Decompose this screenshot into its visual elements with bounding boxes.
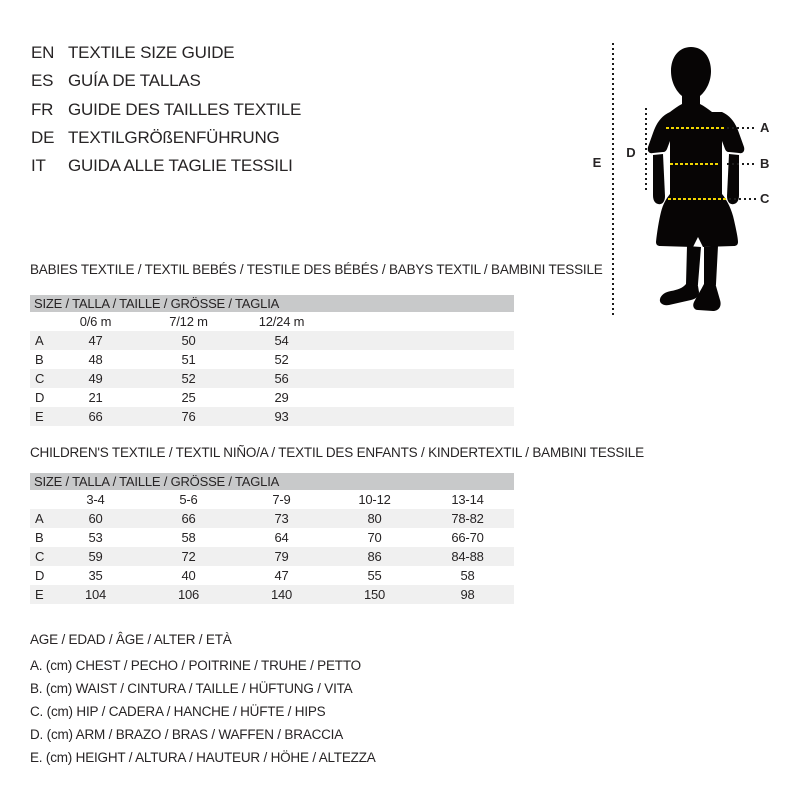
waist-measure-label: B (760, 156, 770, 171)
cell: 86 (367, 549, 382, 564)
column-header: 13-14 (451, 492, 484, 507)
column-header: 5-6 (179, 492, 198, 507)
cell: 72 (181, 549, 196, 564)
language-title: TEXTILGRÖßENFÜHRUNG (68, 128, 280, 147)
hip-measure-line (668, 198, 726, 200)
table-row (30, 407, 514, 426)
row-label: E (35, 409, 44, 424)
legend-height: E. (cm) HEIGHT / ALTURA / HAUTEUR / HÖHE / ALTEZZA (30, 750, 376, 765)
chest-measure-label: A (760, 120, 770, 135)
table-row (30, 388, 514, 407)
chest-measure-connector (727, 127, 756, 129)
cell: 106 (177, 587, 200, 602)
cell: 78-82 (451, 511, 484, 526)
cell: 58 (181, 530, 196, 545)
column-header: 7-9 (272, 492, 291, 507)
cell: 48 (88, 352, 103, 367)
size-columns-row (30, 312, 514, 331)
language-row-es (31, 71, 201, 91)
row-label: A (35, 511, 44, 526)
cell: 98 (460, 587, 475, 602)
language-code: EN (31, 43, 55, 62)
cell: 25 (181, 390, 196, 405)
language-title: TEXTILE SIZE GUIDE (68, 43, 235, 62)
cell: 76 (181, 409, 196, 424)
cell: 84-88 (451, 549, 484, 564)
language-row-en (31, 43, 234, 63)
cell: 64 (274, 530, 289, 545)
cell: 35 (88, 568, 103, 583)
cell: 55 (367, 568, 382, 583)
table-row (30, 547, 514, 566)
language-code: FR (31, 100, 54, 119)
row-label: E (35, 587, 44, 602)
children-section-title: CHILDREN'S TEXTILE / TEXTIL NIÑO/A / TEXTIL DES ENFANTS / KINDERTEXTIL / BAMBINI TESSILE (30, 445, 644, 460)
cell: 104 (84, 587, 107, 602)
cell: 93 (274, 409, 289, 424)
hip-measure-connector (729, 198, 756, 200)
column-header: 3-4 (86, 492, 105, 507)
table-row (30, 369, 514, 388)
cell: 79 (274, 549, 289, 564)
language-code: DE (31, 128, 55, 147)
child-silhouette-figure (645, 44, 745, 316)
cell: 70 (367, 530, 382, 545)
row-label: D (35, 390, 45, 405)
arm-measure-line (645, 108, 647, 193)
row-label: B (35, 530, 44, 545)
waist-measure-connector (727, 163, 756, 165)
height-measure-label: E (592, 155, 602, 170)
table-header: SIZE / TALLA / TAILLE / GRÖSSE / TAGLIA (30, 473, 514, 490)
babies-size-table (30, 295, 514, 426)
column-header: 10-12 (358, 492, 391, 507)
cell: 73 (274, 511, 289, 526)
cell: 47 (274, 568, 289, 583)
table-row (30, 528, 514, 547)
language-title: GUIDA ALLE TAGLIE TESSILI (68, 156, 293, 175)
cell: 140 (270, 587, 293, 602)
size-columns-row (30, 490, 514, 509)
height-measure-line (612, 43, 614, 317)
cell: 54 (274, 333, 289, 348)
column-header: 12/24 m (258, 314, 305, 329)
cell: 66 (88, 409, 103, 424)
cell: 47 (88, 333, 103, 348)
legend-arm: D. (cm) ARM / BRAZO / BRAS / WAFFEN / BRACCIA (30, 727, 344, 742)
cell: 58 (460, 568, 475, 583)
cell: 40 (181, 568, 196, 583)
table-header: SIZE / TALLA / TAILLE / GRÖSSE / TAGLIA (30, 295, 514, 312)
row-label: D (35, 568, 45, 583)
cell: 66 (181, 511, 196, 526)
language-row-fr (31, 100, 301, 120)
child-silhouette-icon (645, 44, 745, 316)
cell: 29 (274, 390, 289, 405)
cell: 50 (181, 333, 196, 348)
arm-measure-label: D (626, 145, 636, 160)
cell: 60 (88, 511, 103, 526)
babies-section-title: BABIES TEXTILE / TEXTIL BEBÉS / TESTILE DES BÉBÉS / BABYS TEXTIL / BAMBINI TESSILE (30, 262, 603, 277)
chest-measure-line (666, 127, 724, 129)
cell: 66-70 (451, 530, 484, 545)
table-row (30, 585, 514, 604)
cell: 56 (274, 371, 289, 386)
legend-chest: A. (cm) CHEST / PECHO / POITRINE / TRUHE / PETTO (30, 658, 361, 673)
table-row (30, 566, 514, 585)
cell: 49 (88, 371, 103, 386)
row-label: A (35, 333, 44, 348)
row-label: C (35, 549, 45, 564)
table-row (30, 509, 514, 528)
column-header: 0/6 m (79, 314, 112, 329)
cell: 59 (88, 549, 103, 564)
column-header: 7/12 m (169, 314, 208, 329)
waist-measure-line (670, 163, 719, 165)
language-code: IT (31, 156, 46, 175)
language-title: GUIDE DES TAILLES TEXTILE (68, 100, 302, 119)
children-size-table (30, 473, 514, 604)
table-row (30, 331, 514, 350)
cell: 51 (181, 352, 196, 367)
cell: 52 (274, 352, 289, 367)
row-label: C (35, 371, 45, 386)
cell: 53 (88, 530, 103, 545)
cell: 21 (88, 390, 103, 405)
language-code: ES (31, 71, 54, 90)
legend-age: AGE / EDAD / ÂGE / ALTER / ETÀ (30, 632, 232, 647)
legend-waist: B. (cm) WAIST / CINTURA / TAILLE / HÜFTUNG / VITA (30, 681, 353, 696)
hip-measure-label: C (760, 191, 770, 206)
cell: 150 (363, 587, 386, 602)
language-title: GUÍA DE TALLAS (68, 71, 201, 90)
language-row-de (31, 128, 280, 148)
cell: 52 (181, 371, 196, 386)
table-row (30, 350, 514, 369)
row-label: B (35, 352, 44, 367)
language-row-it (31, 156, 293, 176)
cell: 80 (367, 511, 382, 526)
legend-hip: C. (cm) HIP / CADERA / HANCHE / HÜFTE / HIPS (30, 704, 326, 719)
